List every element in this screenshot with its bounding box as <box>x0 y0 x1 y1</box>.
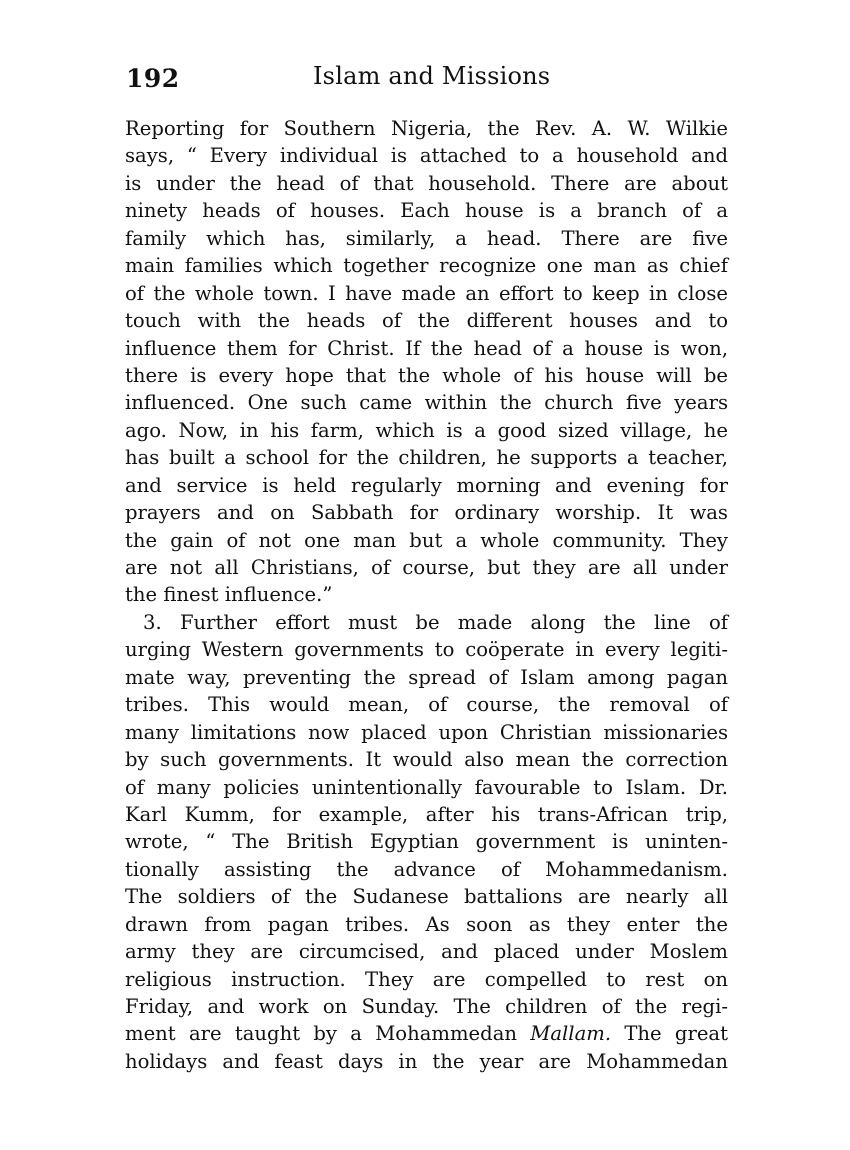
text-line: drawn from pagan tribes. As soon as they enter the <box>125 912 728 936</box>
text-line: by such governments. It would also mean the correction <box>125 748 728 772</box>
text-line: wrote, “ The British Egyptian government is uninten- <box>125 830 728 854</box>
text-line: of the whole town. I have made an effort to keep in close <box>125 281 728 305</box>
text-line: The soldiers of the Sudanese battalions are nearly all <box>125 885 728 909</box>
text-line: army they are circumcised, and placed under Moslem <box>125 940 728 964</box>
text-line: main families which together recognize one man as chief <box>125 254 728 278</box>
body-text <box>125 115 728 1075</box>
text-line: tionally assisting the advance of Mohammedanism. <box>125 857 728 881</box>
text-line: and service is held regularly morning and evening for <box>125 473 728 497</box>
text-line: ago. Now, in his farm, which is a good sized village, he <box>125 418 728 442</box>
text-line: family which has, similarly, a head. There are five <box>125 226 728 250</box>
text-line: the gain of not one man but a whole community. They <box>125 528 728 552</box>
text-line: is under the head of that household. There are about <box>125 171 728 195</box>
text-line: has built a school for the children, he supports a teacher, <box>125 446 728 470</box>
italic-word: Mallam. <box>530 1022 612 1046</box>
text-line: Reporting for Southern Nigeria, the Rev. A. W. Wilkie <box>125 117 728 140</box>
text-line: of many policies unintentionally favourable to Islam. Dr. <box>125 775 728 799</box>
text-line: influenced. One such came within the church five years <box>125 391 728 415</box>
text-line: Friday, and work on Sunday. The children of the regi- <box>125 995 728 1018</box>
running-title: Islam and Missions <box>313 62 551 90</box>
text-line: many limitations now placed upon Christian missionaries <box>125 720 728 744</box>
text-line: 3. Further effort must be made along the line of <box>143 610 728 634</box>
text-line: influence them for Christ. If the head of a house is won, <box>125 336 728 360</box>
text-line: ninety heads of houses. Each house is a branch of a <box>125 199 728 223</box>
text-segment: The great <box>611 1022 728 1046</box>
text-line: touch with the heads of the different houses and to <box>125 309 728 333</box>
text-line: the finest influence.” <box>125 583 333 607</box>
text-line: religious instruction. They are compelled to rest on <box>125 967 728 991</box>
text-line: urging Western governments to coöperate in every legiti- <box>125 638 728 662</box>
page-number: 192 <box>126 64 180 93</box>
text-line: are not all Christians, of course, but they are all under <box>125 556 728 579</box>
text-line: there is every hope that the whole of his house will be <box>125 363 728 387</box>
text-line: Karl Kumm, for example, after his trans-African trip, <box>125 802 728 826</box>
text-line: holidays and feast days in the year are Mohammedan <box>125 1049 728 1073</box>
text-line: mate way, preventing the spread of Islam among pagan <box>125 665 728 689</box>
text-line: tribes. This would mean, of course, the removal of <box>125 693 728 717</box>
text-line-with-italic <box>125 1020 728 1047</box>
text-line: prayers and on Sabbath for ordinary worship. It was <box>125 501 728 525</box>
text-segment: ment are taught by a Mohammedan <box>125 1022 531 1046</box>
text-line: says, “ Every individual is attached to a household and <box>125 144 728 168</box>
